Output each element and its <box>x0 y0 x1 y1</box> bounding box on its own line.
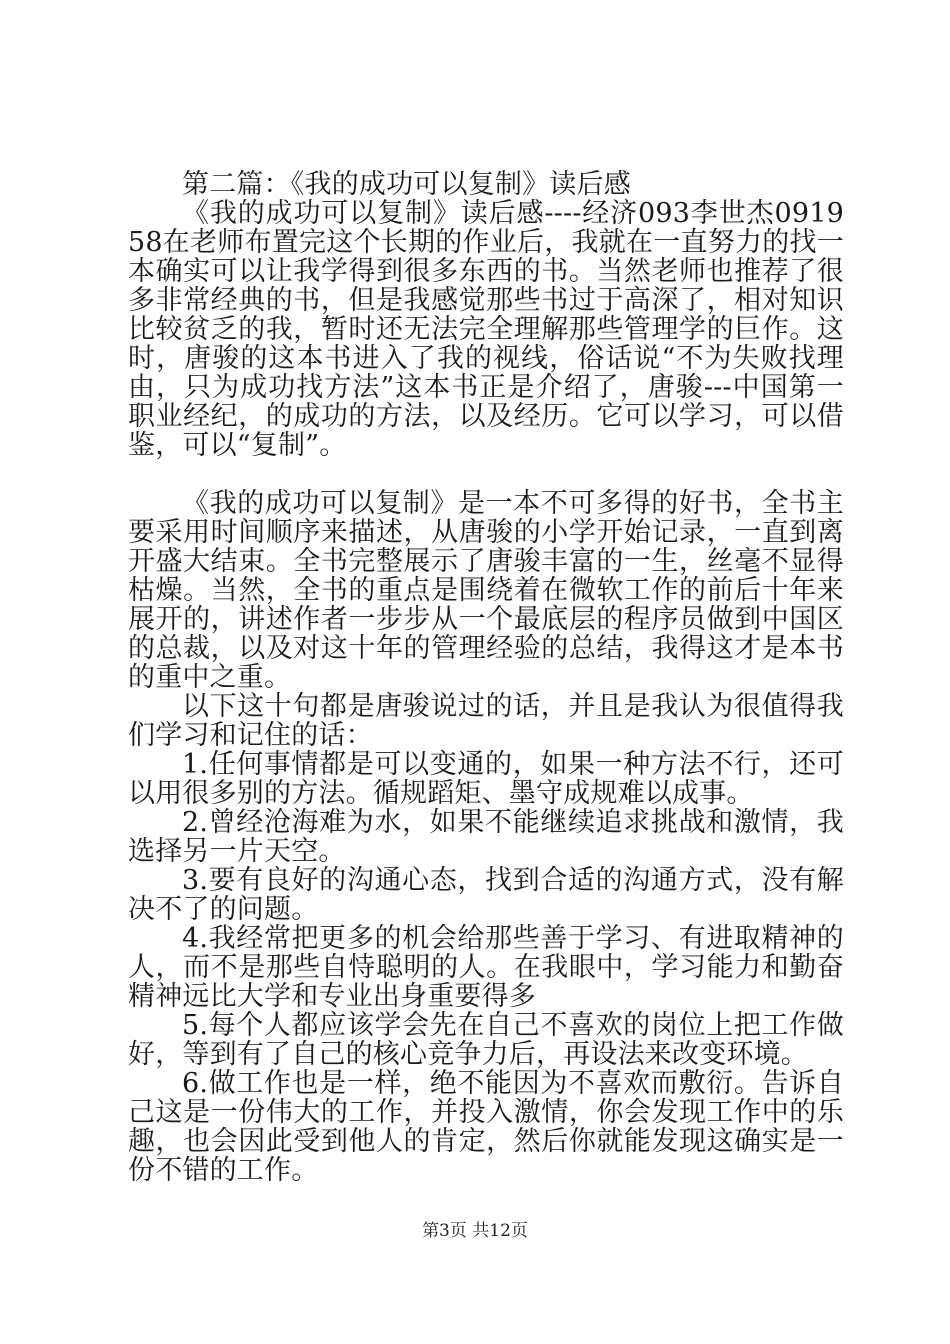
quote-item-1: 1.任何事情都是可以变通的，如果一种方法不行，还可以用很多别的方法。循规蹈矩、墨守成规难以成事。 <box>128 749 844 809</box>
quote-item-4: 4.我经常把更多的机会给那些善于学习、有进取精神的人，而不是那些自恃聪明的人。在我眼中，学习能力和勤奋精神远比大学和专业出身重要得多 <box>128 923 844 1012</box>
document-body <box>128 170 844 1185</box>
quote-item-2: 2.曾经沧海难为水，如果不能继续追求挑战和激情，我选择另一片天空。 <box>128 807 844 867</box>
quote-item-6: 6.做工作也是一样，绝不能因为不喜欢而敷衍。告诉自己这是一份伟大的工作，并投入激情，你会发现工作中的乐趣，也会因此受到他人的肯定，然后你就能发现这确实是一份不错的工作。 <box>128 1068 844 1186</box>
quote-item-3: 3.要有良好的沟通心态，找到合适的沟通方式，没有解决不了的问题。 <box>128 865 844 925</box>
page-number-footer: 第3页 共12页 <box>422 1221 528 1241</box>
paragraph-intro: 《我的成功可以复制》读后感----经济093李世杰091958在老师布置完这个长期的作业后，我就在一直努力的找一本确实可以让我学得到很多东西的书。当然老师也推荐了很多非常经典的书，但是我感觉那些书过于高深了，相对知识比较贫乏的我，暂时还无法完全理解那些管理学的巨作。这时，唐骏的这本书进入了我的视线，俗话说“不为失败找理由，只为成功找方法”这本书正是介绍了，唐骏---中国第一职业经纪，的成功的方法，以及经历。它可以学习，可以借鉴，可以“复制”。 <box>128 198 844 461</box>
quote-item-5: 5.每个人都应该学会先在自己不喜欢的岗位上把工作做好，等到有了自己的核心竞争力后，再设法来改变环境。 <box>128 1010 844 1070</box>
paragraph-quotes-intro: 以下这十句都是唐骏说过的话，并且是我认为很值得我们学习和记住的话： <box>128 691 844 751</box>
paragraph-summary: 《我的成功可以复制》是一本不可多得的好书，全书主要采用时间顺序来描述，从唐骏的小学开始记录，一直到离开盛大结束。全书完整展示了唐骏丰富的一生，丝毫不显得枯燥。当然，全书的重点是围绕着在微软工作的前后十年来展开的，讲述作者一步步从一个最底层的程序员做到中国区的总裁，以及对这十年的管理经验的总结，我得这才是本书的重中之重。 <box>128 488 844 693</box>
section-heading: 第二篇：《我的成功可以复制》读后感 <box>182 169 631 200</box>
paragraph-spacer <box>128 460 844 489</box>
